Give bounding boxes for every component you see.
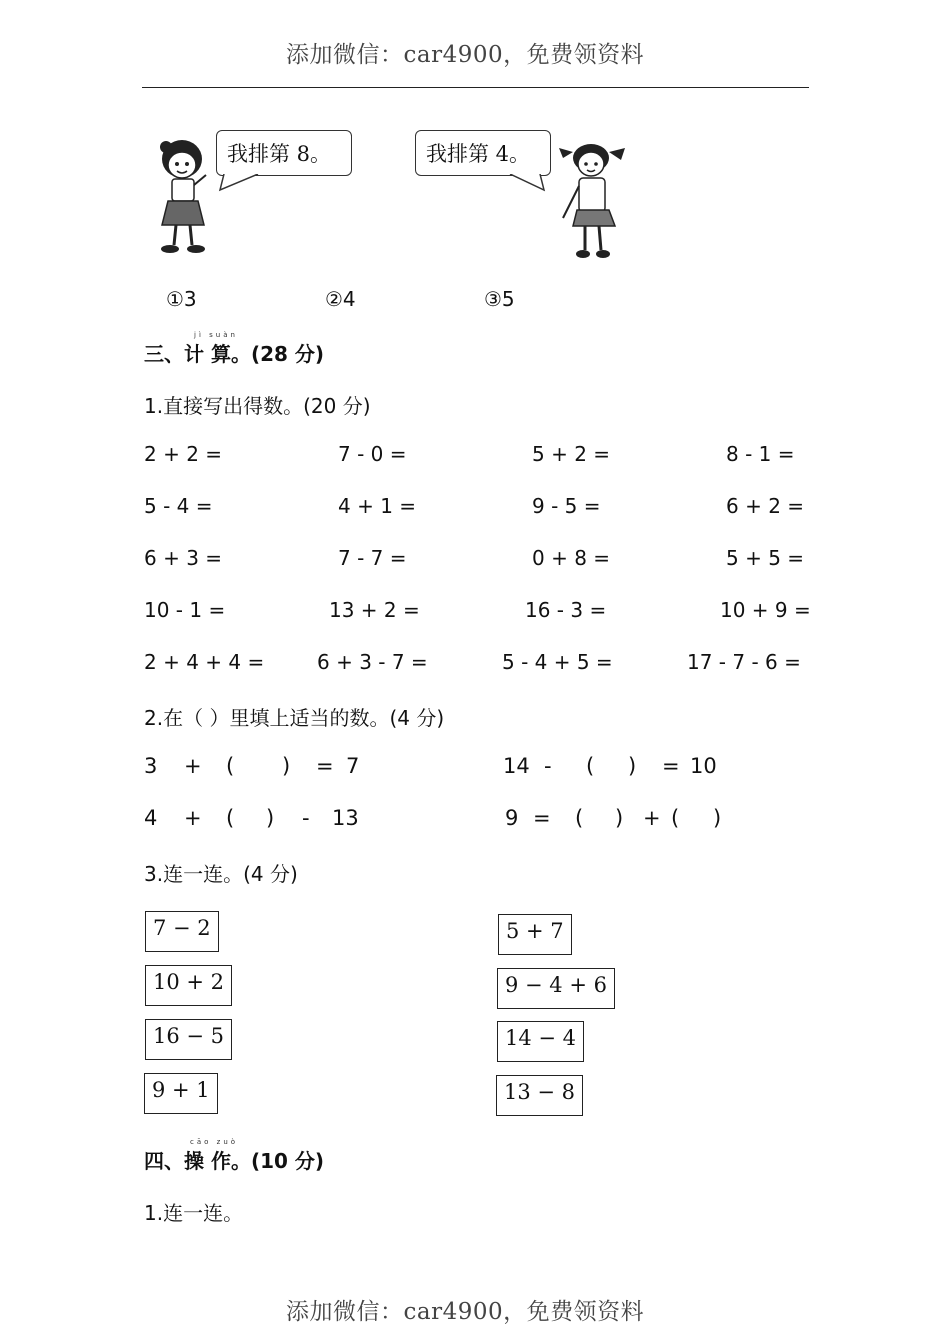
left-bubble-tail bbox=[218, 174, 268, 192]
connect-box-right: 5 + 7 bbox=[498, 914, 572, 955]
connect-box-right: 13 − 8 bbox=[496, 1075, 583, 1116]
fill-token: ( bbox=[226, 806, 235, 830]
equation: 5 + 2 = bbox=[532, 442, 611, 466]
right-bubble-text: 我排第 4。 bbox=[426, 142, 531, 166]
header-watermark: 添加微信：car4900，免费领资料 bbox=[286, 42, 645, 68]
connect-box-left: 16 − 5 bbox=[145, 1019, 232, 1060]
section3-title: 三、计 算。(28 分) bbox=[144, 342, 325, 366]
left-speech-bubble bbox=[216, 130, 352, 176]
fill-token: = bbox=[662, 754, 680, 778]
equation: 6 + 3 = bbox=[144, 546, 223, 570]
connect-box-left: 10 + 2 bbox=[145, 965, 232, 1006]
option-3: ③5 bbox=[484, 287, 515, 311]
option-2: ②4 bbox=[325, 287, 356, 311]
fill-equation bbox=[503, 754, 717, 778]
equation: 5 - 4 = bbox=[144, 494, 213, 518]
equation: 6 + 2 = bbox=[726, 494, 805, 518]
fill-token: 3 bbox=[144, 754, 158, 778]
section4-title: 四、操 作。(10 分) bbox=[144, 1149, 325, 1173]
option-1: ①3 bbox=[166, 287, 197, 311]
connect-box-right: 9 − 4 + 6 bbox=[497, 968, 615, 1009]
left-bubble-text: 我排第 8。 bbox=[227, 142, 332, 166]
fill-token: ) bbox=[713, 806, 722, 830]
section4-part1-title: 1.连一连。 bbox=[144, 1201, 244, 1225]
fill-token: ) bbox=[282, 754, 291, 778]
fill-token: ) bbox=[615, 806, 624, 830]
section3-ruby: jì suàn bbox=[194, 331, 238, 339]
equation: 2 + 4 + 4 = bbox=[144, 650, 265, 674]
fill-token: ( bbox=[586, 754, 595, 778]
fill-token: 4 bbox=[144, 806, 158, 830]
header-rule bbox=[142, 87, 809, 88]
connect-box-left: 7 − 2 bbox=[145, 911, 219, 952]
equation: 13 + 2 = bbox=[329, 598, 420, 622]
fill-token: ( bbox=[671, 806, 680, 830]
girl-right-illustration bbox=[555, 138, 630, 263]
equation: 2 + 2 = bbox=[144, 442, 223, 466]
fill-token: ( bbox=[575, 806, 584, 830]
equation: 6 + 3 - 7 = bbox=[317, 650, 428, 674]
equation: 8 - 1 = bbox=[726, 442, 795, 466]
fill-token: + bbox=[184, 806, 202, 830]
equation: 5 + 5 = bbox=[726, 546, 805, 570]
equation: 5 - 4 + 5 = bbox=[502, 650, 613, 674]
fill-equation bbox=[144, 754, 359, 778]
fill-token: - bbox=[544, 754, 552, 778]
part2-title: 2.在（ ）里填上适当的数。(4 分) bbox=[144, 706, 445, 730]
fill-token: ) bbox=[266, 806, 275, 830]
equation: 7 - 0 = bbox=[338, 442, 407, 466]
fill-token: 7 bbox=[346, 754, 360, 778]
connect-box-right: 14 − 4 bbox=[497, 1021, 584, 1062]
fill-equation bbox=[144, 806, 359, 830]
right-bubble-tail bbox=[500, 174, 550, 192]
fill-token: 9 bbox=[505, 806, 519, 830]
fill-token: = bbox=[316, 754, 334, 778]
equation: 0 + 8 = bbox=[532, 546, 611, 570]
fill-token: + bbox=[184, 754, 202, 778]
equation: 17 - 7 - 6 = bbox=[687, 650, 801, 674]
fill-token: + bbox=[643, 806, 661, 830]
equation: 9 - 5 = bbox=[532, 494, 601, 518]
equation: 16 - 3 = bbox=[525, 598, 607, 622]
fill-equation bbox=[505, 806, 721, 830]
fill-token: 14 bbox=[503, 754, 530, 778]
part3-title: 3.连一连。(4 分) bbox=[144, 862, 298, 886]
connect-box-left: 9 + 1 bbox=[144, 1073, 218, 1114]
footer-watermark: 添加微信：car4900，免费领资料 bbox=[286, 1299, 645, 1325]
fill-token: = bbox=[533, 806, 551, 830]
girl-left-illustration bbox=[150, 135, 220, 260]
right-speech-bubble bbox=[415, 130, 551, 176]
fill-token: ) bbox=[628, 754, 637, 778]
fill-token: 13 bbox=[332, 806, 359, 830]
equation: 10 - 1 = bbox=[144, 598, 226, 622]
part1-title: 1.直接写出得数。(20 分) bbox=[144, 394, 371, 418]
equation: 10 + 9 = bbox=[720, 598, 811, 622]
section4-ruby: cāo zuò bbox=[190, 1138, 239, 1146]
fill-token: - bbox=[302, 806, 310, 830]
fill-token: ( bbox=[226, 754, 235, 778]
fill-token: 10 bbox=[690, 754, 717, 778]
equation: 7 - 7 = bbox=[338, 546, 407, 570]
equation: 4 + 1 = bbox=[338, 494, 417, 518]
